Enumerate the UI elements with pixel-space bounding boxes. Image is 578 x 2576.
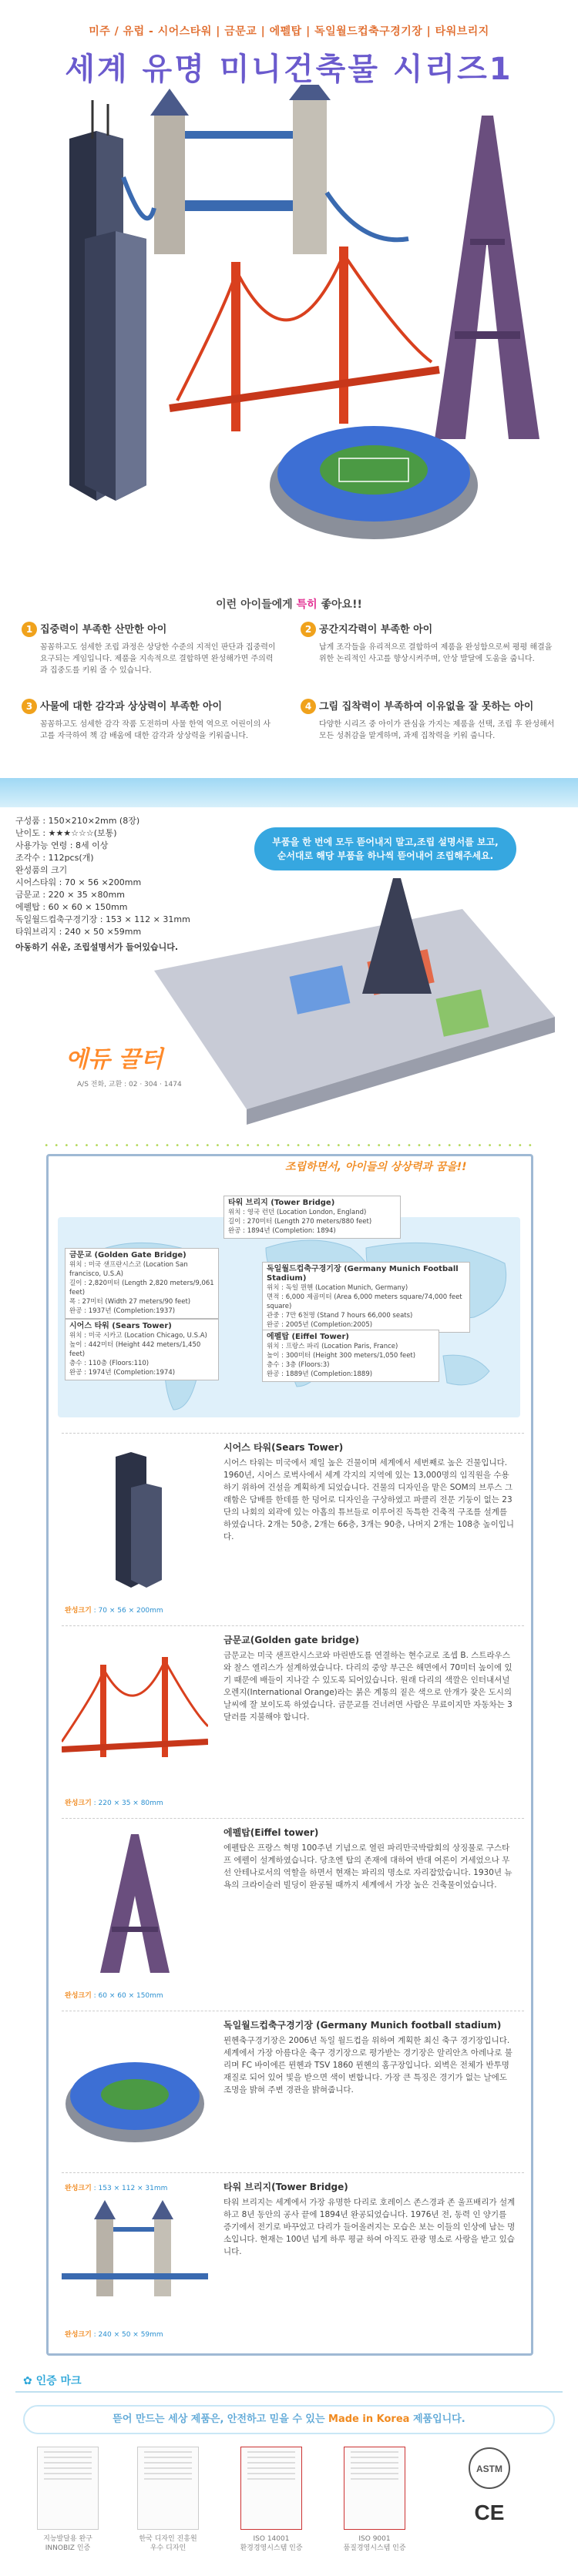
divider-bar bbox=[0, 778, 578, 807]
astm-ce-marks bbox=[462, 2447, 516, 2531]
feature-1: 1 집중력이 부족한 산만한 아이 꼼꼼하고도 섬세한 조립 과정은 상당한 수준의 지적인 판단과 집중력이 요구되는 게임입니다. 제품을 지속적으로 결합하면 완성해가면 주의력과 집중도를 키워 줄 수 있습니다. bbox=[22, 621, 276, 676]
item-eiffel-tower: 에펠탑(Eiffel tower) 에펠탑은 프랑스 혁명 100주년 기념으로 열린 파리만국박람회의 상징물로 구스타프 에펠이 설계하였습니다. 당초엔 탑의 존재에 대하여 반대 여론이 거세었으나 무선 안테나로서의 역할을 하면서 현재는 파리의 명소로 자리잡았습니다. 1930년 뉴욕의 크라이슬러 빌딩이 완공될 때까지 세계에서 가장 높은 건축물이었습니다. 완성크기 : 60 × 60 × 150mm bbox=[62, 1818, 524, 2011]
sears-tower-image bbox=[62, 1441, 208, 1595]
cert-doc-2 bbox=[137, 2447, 199, 2530]
spec-item: 완성품의 크기 bbox=[15, 865, 68, 875]
slogan: 이런 아이들에게 특히 좋아요!! bbox=[216, 599, 362, 611]
feature-4: 4 그림 집착력이 부족하여 이유없을 잘 못하는 아이 다양한 시리즈 중 아이가 관심을 가지는 제품을 선택, 조립 후 완성해서 모든 성취감을 맡게하며, 과제 집착력을 키워 줍니다. bbox=[301, 698, 555, 742]
cert-doc-3 bbox=[240, 2447, 302, 2530]
spec-item: 조각수 : 112pcs(개) bbox=[15, 853, 94, 863]
spec-item: 난이도 : ★★★☆☆☆(보통) bbox=[15, 828, 117, 838]
cert-banner: 뜯어 만드는 세상 제품은, 안전하고 믿을 수 있는 Made in Korea 제품입니다. bbox=[23, 2405, 555, 2434]
page-title: 세계 유명 미니건축물 시리즈1 bbox=[65, 52, 513, 87]
spec-note: 아동하기 쉬운, 조립설명서가 들어있습니다. bbox=[15, 942, 179, 952]
loc-munich-stadium: 독일월드컵축구경기장 (Germany Munich Football Stadium) 위치 : 독일 뮌헨 (Location Munich, Germany) 면적 : 6,000 제곱미터 (Area 6,000 meters square/74,000 feet square) 관중 : 7만 6천명 (Stand 7 hours 66,000 seats) 완공 : 2005년 (Completion:2005) bbox=[262, 1262, 470, 1333]
loc-tower-bridge: 타워 브리지 (Tower Bridge) 위치 : 영국 런던 (Location London, England) 길이 : 270미터 (Length 270 meters/880 feet) 완공 : 1894년 (Completion: 1894) bbox=[223, 1196, 401, 1239]
stadium-image bbox=[62, 2019, 208, 2173]
svg-text:CE: CE bbox=[474, 2501, 505, 2524]
spec-item: 에펠탑 : 60 × 60 × 150mm bbox=[15, 902, 128, 912]
hero-models-illustration bbox=[0, 85, 578, 585]
eiffel-tower-model bbox=[435, 116, 539, 439]
spec-item: 타워브리지 : 240 × 50 ×59mm bbox=[15, 927, 142, 937]
tower-bridge-model bbox=[123, 85, 408, 254]
sears-tower-model bbox=[69, 100, 146, 501]
golden-gate-model bbox=[170, 247, 439, 431]
cert-caption-3: ISO 14001 환경경영시스템 인증 bbox=[240, 2535, 303, 2552]
svg-text:ASTM: ASTM bbox=[476, 2464, 502, 2474]
item-tower-bridge: 타워 브리지(Tower Bridge) 타워 브리지는 세계에서 가장 유명한 다리로 호레이스 존스경과 존 울프배리가 설계하고 8년 동안의 공사 끝에 1894년 완공되었습니다. 1976년 전, 동력 인 양기를 증기에서 전기로 바꾸었고 다리가 들어올려지는 모습은 보는 이들의 인상에 남는 명소입니다. 현재는 100년 넘게 하루 평균 하여 아직도 관광 명소로 사랑을 받고 있습니다. 완성크기 : 240 × 50 × 59mm bbox=[62, 2172, 524, 2350]
cert-divider bbox=[15, 2391, 563, 2393]
stadium-model bbox=[270, 426, 478, 539]
cert-caption-2: 한국 디자인 진흥원 우수 디자인 bbox=[139, 2535, 197, 2552]
loc-sears-tower: 시어스 타워 (Sears Tower) 위치 : 미국 시카고 (Location Chicago, U.S.A) 높이 : 442미터 (Height 442 meters/1,450 feet) 층수 : 110층 (Floors:110) 완공 : 1974년 (Completion:1974) bbox=[65, 1319, 219, 1380]
feature-3: 3 사물에 대한 감각과 상상력이 부족한 아이 꼼꼼하고도 섬세한 감각 작품 도전하며 사물 한역 역으로 어린이의 사고를 자극하여 책 감 배움에 대한 감각과 상상력을 키워줍니다. bbox=[22, 698, 276, 742]
package-parts-illustration bbox=[139, 878, 570, 1132]
loc-eiffel-tower: 에펠탑 (Eiffel Tower) 위치 : 프랑스 파리 (Location Paris, France) 높이 : 300미터 (Height 300 meters/1,050 feet) 층수 : 3층 (Floors:3) 완공 : 1889년 (Completion:1889) bbox=[262, 1330, 439, 1382]
item-golden-gate: 금문교(Golden gate bridge) 금문교는 미국 샌프란시스코와 마린반도를 연결하는 현수교로 조셉 B. 스트라우스와 찰스 엘리스가 설계하였습니다. 다리의 중앙 부근은 해면에서 70미터 높이에 있기 때문에 배들이 지나갈 수 있도록 되어있습니다. 원래 다리의 색깔은 인터내셔널 오렌지(International Orange)라는 붉은 계통의 짙은 색으로 안개가 잦은 도시의 날씨에 잘 보이도록 하였습니다. 금문교를 건너려면 사람은 무료이지만 자동차는 3달러를 지불해야 합니다. 완성크기 : 220 × 35 × 80mm bbox=[62, 1625, 524, 1818]
cert-caption-4: ISO 9001 품질경영시스템 인증 bbox=[343, 2535, 406, 2552]
golden-gate-image bbox=[62, 1634, 208, 1788]
spec-item: 금문교 : 220 × 35 ×80mm bbox=[15, 890, 125, 900]
loc-golden-gate: 금문교 (Golden Gate Bridge) 위치 : 미국 샌프란시스코 (Location San francisco, U.S.A) 길이 : 2,820미터 (Length 2,820 meters/9,061 feet) 폭 : 27미터 (Width 27 meters/90 feet) 완공 : 1937년 (Completion:1937) bbox=[65, 1248, 219, 1319]
item-sears-tower: 시어스 타워(Sears Tower) 시어스 타워는 미국에서 제일 높은 건물이며 세계에서 세번째로 높은 건물입니다. 1960년, 시어스 로벅사에서 세계 각지의 지역에 있는 13,000명의 임직원을 수용하기 위하여 건설을 계획하게 되었습니다. 건물의 디자인을 맡은 SOM의 브루스 그래함은 담배를 한데를 한 덩어로 디자인을 구상하였고 파클리 전문 기둥이 없는 23단의 나회의 외곽에 있는 아홉의 튜브들로 이루어진 독특한 건축적 구조를 설계를 하였습니다. 2개는 50층, 2개는 66층, 3개는 90층, 나머지 2개는 108층 높이입니다. 완성크기 : 70 × 56 × 200mm bbox=[62, 1433, 524, 1625]
cert-doc-4 bbox=[344, 2447, 405, 2530]
spec-item: 독일월드컵축구경기장 : 153 × 112 × 31mm bbox=[15, 914, 190, 924]
eiffel-tower-image bbox=[62, 1826, 208, 1981]
spec-item: 구성품 : 150×210×2mm (8장) bbox=[15, 816, 140, 826]
tower-bridge-image bbox=[62, 2181, 208, 2335]
as-phone: A/S 전화, 교환 : 02 · 304 · 1474 bbox=[77, 1081, 182, 1088]
spec-item: 시어스타워 : 70 × 56 ×200mm bbox=[15, 877, 142, 887]
cert-heading: ✿ 인증 마크 bbox=[23, 2375, 82, 2387]
feature-2: 2 공간지각력이 부족한 아이 납게 조각들을 유리적으로 결합하여 제품을 완성함으로써 평평 해결을 위한 논리적인 사고를 향상시켜주며, 안상 발달에 도움을 줍니다. bbox=[301, 621, 555, 665]
dot-divider: • • • • • • • • • • • • • • • • • • • • • • • • • • • • • • • • • • • • • • • • • • • • • • • • • bbox=[44, 1142, 534, 1150]
cert-doc-1 bbox=[37, 2447, 99, 2530]
assembly-tip-bubble: 부품을 한 번에 모두 뜯어내지 말고,조립 설명서를 보고, 순서대로 해당 부품을 하나씩 뜯어내어 조립해주세요. bbox=[254, 827, 516, 870]
item-munich-stadium: 독일월드컵축구경기장 (Germany Munich football stadium) 뮌헨축구경기장은 2006년 독일 월드컵을 위하여 계획한 최신 축구 경기장입니다. 세계에서 가장 아름다운 축구 경기장으로 평가받는 경기장은 알리안츠 아레나로 불리며 FC 바이에른 뮌헨과 TSV 1860 뮌헨의 홈구장입니다. 외벽은 전체가 반투명 재질로 되어 있어 빛을 받으면 색이 변합니다. 가장 큰 특징은 경기가 없는 날에도 조명을 밝혀 주변 경관을 밝혀줍니다. 완성크기 : 153 × 112 × 31mm bbox=[62, 2011, 524, 2203]
brand-logo: 에듀 끌터 bbox=[66, 1046, 163, 1073]
spec-item: 사용가능 연령 : 8세 이상 bbox=[15, 840, 109, 850]
cert-caption-1: 지능발달용 완구 INNOBIZ 인증 bbox=[43, 2535, 92, 2552]
info-script-heading: 조립하면서, 아이들의 상상력과 꿈을!! bbox=[285, 1161, 467, 1173]
category-line: 미주 / 유럽 - 시어스타워 | 금문교 | 에펠탑 | 독일월드컵축구경기장 | 타워브리지 bbox=[89, 25, 489, 38]
